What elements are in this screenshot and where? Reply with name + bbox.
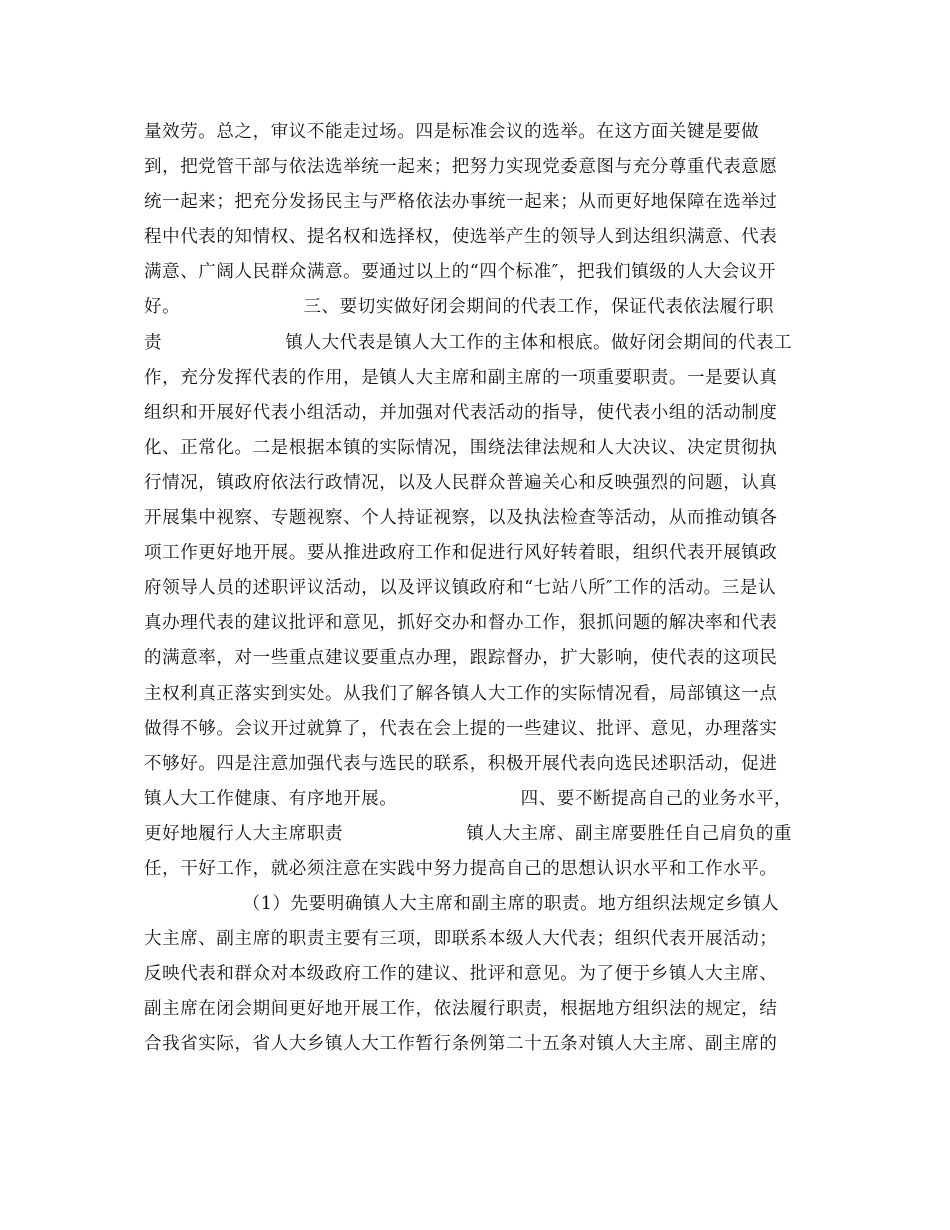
text-line: 量效劳。总之，审议不能走过场。四是标准会议的选举。在这方面关键是要做 — [144, 122, 760, 142]
text-line: 程中代表的知情权、提名权和选择权，使选举产生的领导人到达组织满意、代表 — [144, 227, 778, 248]
text-line: 组织和开展好代表小组活动，并加强对代表活动的指导，使代表小组的活动制度 — [144, 402, 778, 423]
text-line: 行情况，镇政府依法行政情况，以及人民群众普遍关心和反映强烈的问题，认真 — [144, 472, 778, 493]
text-line: 任，干好工作，就必须注意在实践中努力提高自己的思想认识水平和工作水平。 — [144, 858, 778, 879]
text-line: 更好地履行人大主席职责 镇人大主席、副主席要胜任自己肩负的重 — [144, 823, 793, 844]
body-text — [144, 115, 809, 1063]
text-line: （1）先要明确镇人大主席和副主席的职责。地方组织法规定乡镇人 — [144, 894, 780, 915]
text-line: 责 镇人大代表是镇人大工作的主体和根底。做好闭会期间的代表工 — [144, 332, 793, 353]
text-line: 合我省实际，省人大乡镇人大工作暂行条例第二十五条对镇人大主席、副主席的 — [144, 1034, 778, 1055]
text-line: 主权利真正落实到实处。从我们了解各镇人大工作的实际情况看，局部镇这一点 — [144, 683, 778, 704]
text-line: 做得不够。会议开过就算了，代表在会上提的一些建议、批评、意见，办理落实 — [144, 718, 778, 739]
text-line: 府领导人员的述职评议活动，以及评议镇政府和“七站八所″工作的活动。三是认 — [144, 578, 777, 599]
text-line: 满意、广阔人民群众满意。要通过以上的“四个标准″，把我们镇级的人大会议开 — [144, 262, 777, 283]
text-line: 不够好。四是注意加强代表与选民的联系，积极开展代表向选民述职活动，促进 — [144, 753, 778, 774]
text-line: 到，把党管干部与依法选举统一起来；把努力实现党委意图与充分尊重代表意愿 — [144, 157, 778, 178]
text-line: 反映代表和群众对本级政府工作的建议、批评和意见。为了便于乡镇人大主席、 — [144, 964, 778, 985]
text-line: 作，充分发挥代表的作用，是镇人大主席和副主席的一项重要职责。一是要认真 — [144, 367, 778, 388]
text-line: 项工作更好地开展。要从推进政府工作和促进行风好转着眼，组织代表开展镇政 — [144, 543, 778, 564]
text-line: 副主席在闭会期间更好地开展工作，依法履行职责，根据地方组织法的规定，结 — [144, 999, 778, 1020]
text-line: 化、正常化。二是根据本镇的实际情况，围绕法律法规和人大决议、决定贯彻执 — [144, 437, 778, 458]
text-line: 镇人大工作健康、有序地开展。 四、要不断提高自己的业务水平， — [144, 788, 793, 809]
text-line: 开展集中视察、专题视察、个人持证视察，以及执法检查等活动，从而推动镇各 — [144, 508, 778, 529]
text-line: 好。 三、要切实做好闭会期间的代表工作，保证代表依法履行职 — [144, 297, 775, 318]
text-line: 大主席、副主席的职责主要有三项，即联系本级人大代表；组织代表开展活动； — [144, 929, 778, 950]
text-line: 的满意率，对一些重点建议要重点办理，跟踪督办，扩大影响，使代表的这项民 — [144, 648, 778, 669]
text-line: 统一起来；把充分发扬民主与严格依法办事统一起来；从而更好地保障在选举过 — [144, 192, 778, 213]
text-line: 真办理代表的建议批评和意见，抓好交办和督办工作，狠抓问题的解决率和代表 — [144, 613, 778, 634]
